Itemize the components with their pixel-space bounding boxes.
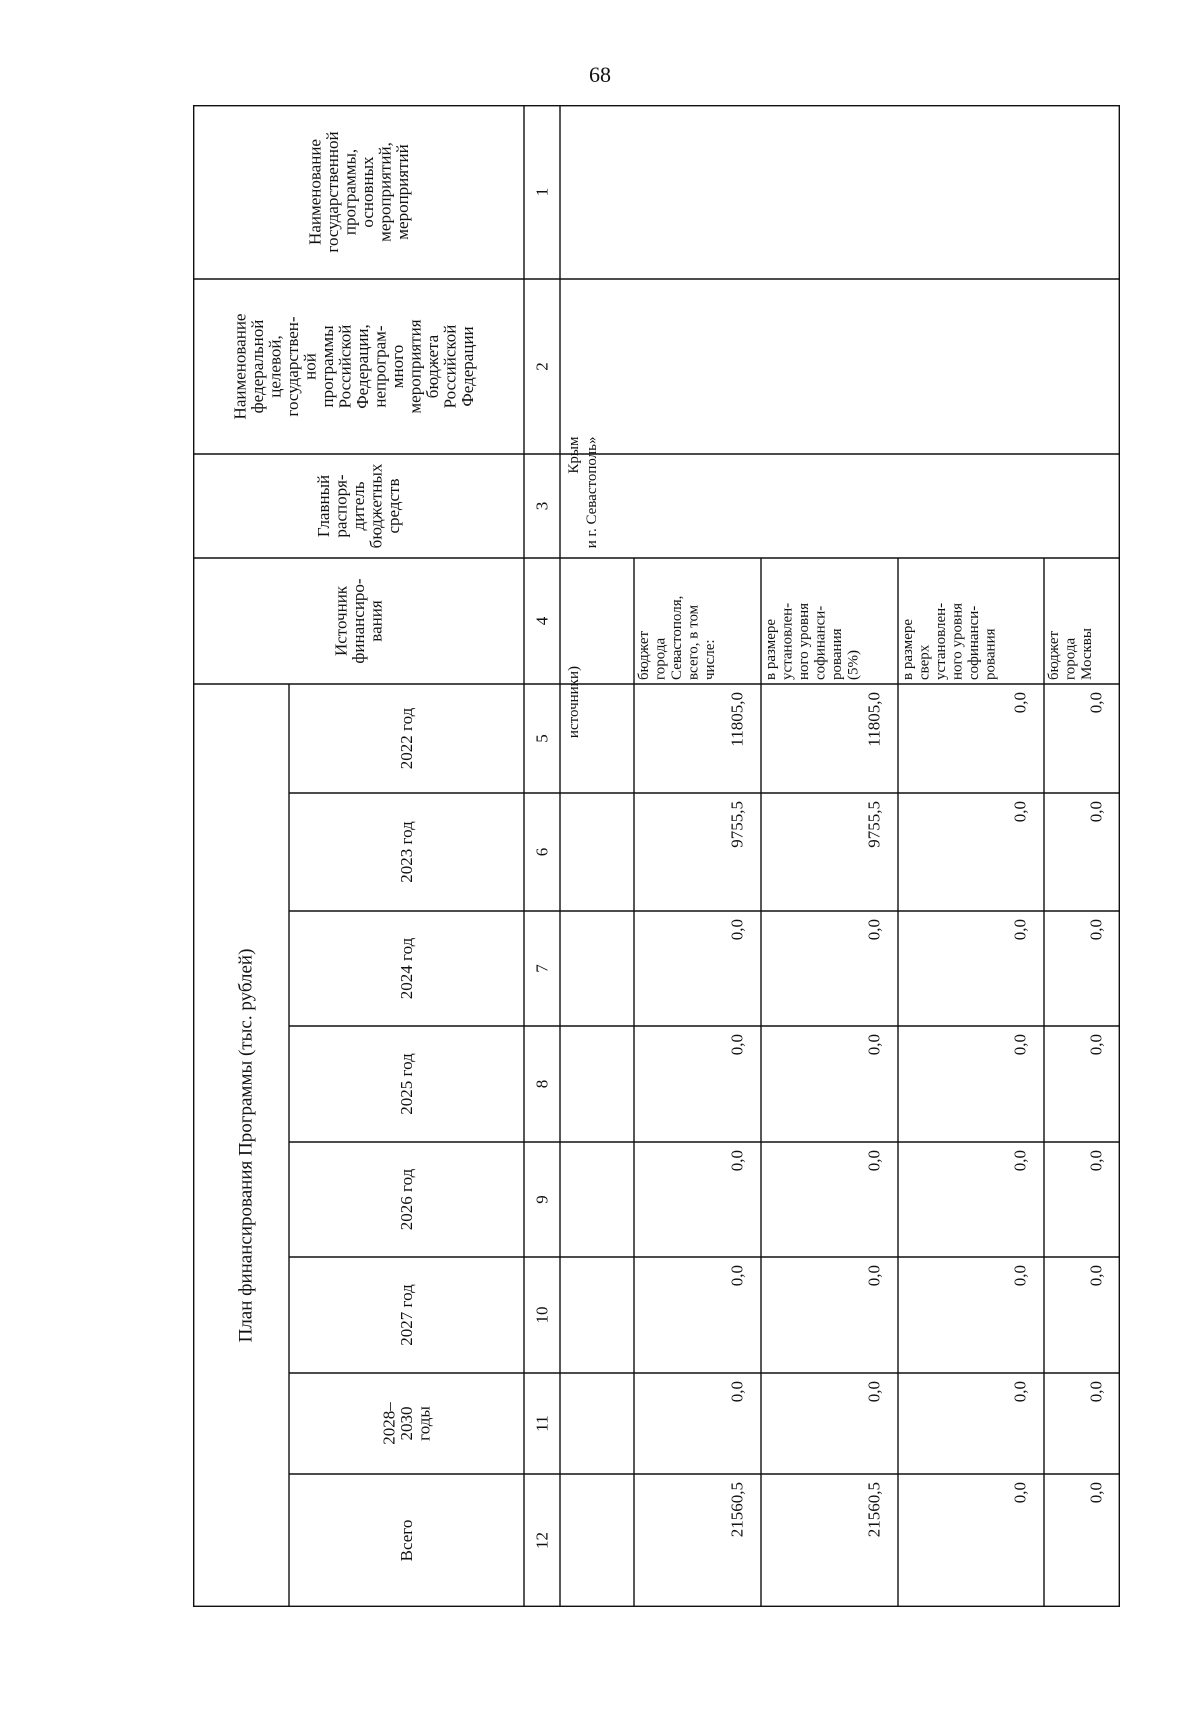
column-number-1: 1 [532, 187, 552, 197]
continuation-source: источники) [566, 666, 582, 739]
column-header-2: бюджета [422, 334, 442, 399]
row-value-3-col6: 0,0 [1010, 801, 1030, 823]
row-value-4-col10: 0,0 [1086, 1265, 1106, 1287]
column-header-3: распоря- [331, 474, 351, 538]
column-header-2: Наименование [230, 313, 250, 420]
financing-table [193, 105, 1120, 1607]
row-value-3-col11: 0,0 [1010, 1381, 1030, 1403]
row-source-1: Севастополя, [669, 595, 685, 680]
row-value-3-col9: 0,0 [1010, 1150, 1030, 1172]
row-source-3: установлен- [933, 602, 949, 680]
column-header-2: целевой, [265, 335, 285, 398]
row-value-2-col6: 9755,5 [864, 801, 884, 848]
column-header-1: основных [357, 156, 377, 228]
row-source-3: в размере [900, 618, 916, 680]
column-header-10: 2027 год [397, 1284, 416, 1346]
row-value-2-col5: 11805,0 [864, 692, 884, 747]
page-number: 68 [589, 62, 611, 87]
column-header-2: Федерации [457, 326, 477, 407]
column-number-11: 11 [532, 1415, 552, 1432]
row-value-2-col8: 0,0 [864, 1034, 884, 1056]
row-source-3: ного уровня [949, 602, 966, 680]
column-header-3: бюджетных [366, 463, 386, 549]
column-header-2: мероприятия [405, 319, 425, 414]
column-header-11: 2028– [379, 1402, 399, 1445]
column-header-2: много [387, 344, 407, 389]
row-value-3-col7: 0,0 [1010, 919, 1030, 941]
column-number-3: 3 [532, 501, 552, 511]
column-header-3: средств [384, 478, 403, 534]
row-source-2: (5%) [845, 650, 862, 680]
row-source-1: города [652, 637, 669, 680]
row-value-3-col12: 0,0 [1010, 1482, 1030, 1504]
column-header-1: государственной [322, 131, 342, 253]
row-value-1-col11: 0,0 [727, 1381, 747, 1403]
row-source-2: в размере [763, 618, 779, 680]
row-value-2-col12: 21560,5 [864, 1482, 884, 1538]
column-header-1: мероприятий [392, 144, 412, 240]
column-header-2: ной [300, 353, 320, 380]
row-source-4: Москвы [1079, 628, 1095, 680]
column-header-11: 2030 [397, 1406, 416, 1441]
continuation-program-name: и г. Севастополь» [584, 436, 600, 549]
column-header-8: 2025 год [397, 1053, 416, 1115]
row-value-1-col9: 0,0 [727, 1150, 747, 1172]
row-value-2-col11: 0,0 [864, 1381, 884, 1403]
row-value-4-col12: 0,0 [1086, 1482, 1106, 1504]
column-number-6: 6 [532, 847, 552, 857]
column-header-9: 2026 год [397, 1168, 416, 1231]
row-source-2: софинанси- [812, 605, 829, 680]
row-value-4-col8: 0,0 [1086, 1034, 1106, 1056]
column-number-10: 10 [532, 1306, 552, 1324]
row-value-1-col6: 9755,5 [727, 801, 747, 848]
column-header-4: Источник [331, 585, 351, 657]
column-header-2: государствен- [282, 316, 302, 417]
row-value-4-col11: 0,0 [1086, 1381, 1106, 1403]
row-value-4-col6: 0,0 [1086, 801, 1106, 823]
financing-table-svg [193, 105, 1120, 1607]
column-number-4: 4 [532, 616, 552, 626]
column-number-9: 9 [532, 1195, 552, 1204]
row-value-1-col8: 0,0 [727, 1034, 747, 1056]
row-value-4-col7: 0,0 [1086, 919, 1106, 941]
row-source-3: сверх [916, 644, 933, 680]
row-source-2: ного уровня [796, 602, 812, 680]
row-value-4-col9: 0,0 [1086, 1150, 1106, 1172]
column-header-1: программы, [340, 148, 360, 236]
row-value-1-col5: 11805,0 [727, 692, 747, 747]
column-header-7: 2024 год [397, 937, 416, 1000]
column-header-2: программы [317, 325, 337, 408]
row-value-4-col5: 0,0 [1086, 692, 1106, 714]
row-source-1: бюджет [636, 630, 652, 680]
row-value-1-col10: 0,0 [727, 1265, 747, 1287]
column-number-2: 2 [532, 362, 552, 371]
row-value-3-col8: 0,0 [1010, 1034, 1030, 1056]
row-source-4: бюджет [1046, 630, 1062, 680]
column-header-5: 2022 год [397, 707, 416, 770]
column-header-6: 2023 год [397, 821, 416, 883]
column-header-2: непрограм- [370, 325, 390, 408]
row-source-4: города [1062, 637, 1079, 680]
column-header-1: мероприятий, [375, 142, 395, 242]
column-header-4: вания [366, 600, 386, 642]
column-header-4: финансиро- [349, 578, 368, 664]
row-source-1: всего, в том [685, 604, 702, 680]
row-source-2: установлен- [779, 602, 796, 680]
column-header-3: дитель [349, 481, 368, 531]
column-header-2: Российской [335, 324, 355, 409]
column-header-2: Федерации, [352, 324, 372, 409]
column-header-11: годы [414, 1406, 434, 1441]
column-header-1: Наименование [305, 139, 325, 245]
column-header-2: Российской [440, 324, 460, 409]
row-value-2-col10: 0,0 [864, 1265, 884, 1287]
row-value-1-col12: 21560,5 [727, 1482, 747, 1538]
row-source-2: рования [829, 628, 845, 680]
column-header-2: федеральной [247, 319, 267, 414]
column-number-12: 12 [532, 1532, 552, 1549]
row-value-2-col7: 0,0 [864, 919, 884, 941]
row-source-3: рования [982, 628, 999, 680]
row-source-1: числе: [702, 639, 718, 680]
row-source-3: софинанси- [966, 605, 982, 680]
continuation-program-name: Крым [566, 436, 582, 474]
row-value-1-col7: 0,0 [727, 919, 747, 941]
column-header-12: Всего [397, 1519, 416, 1562]
row-value-2-col9: 0,0 [864, 1150, 884, 1172]
column-number-7: 7 [532, 964, 552, 973]
row-value-3-col10: 0,0 [1010, 1265, 1030, 1287]
column-header-3: Главный [314, 474, 333, 538]
column-number-5: 5 [532, 734, 552, 743]
column-number-8: 8 [532, 1079, 552, 1089]
row-value-3-col5: 0,0 [1010, 692, 1030, 714]
header-group-title: План финансирования Программы (тыс. рублей) [235, 948, 257, 1343]
